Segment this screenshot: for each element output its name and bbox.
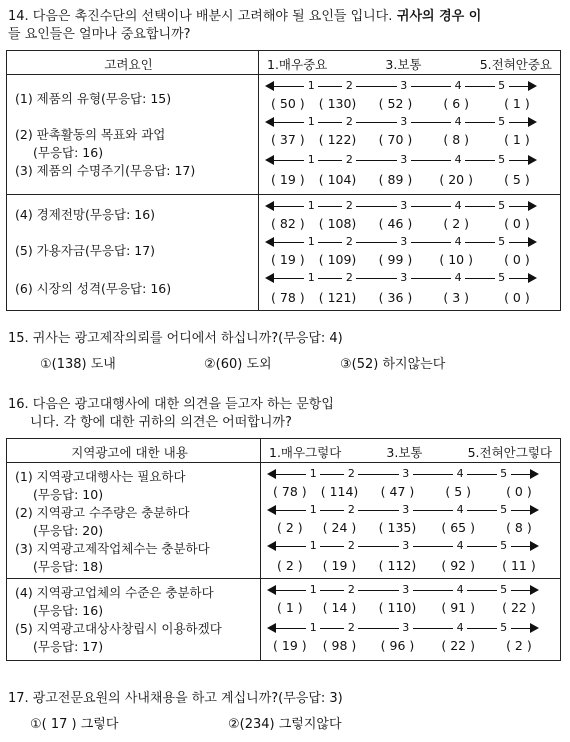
q16-item-5-scale-point-2: 2 xyxy=(344,621,358,635)
q14-title-line2: 들 요인들은 얼마나 중요합니까? xyxy=(8,27,191,42)
q14-item-3-counts-value-3: ( 89 ) xyxy=(378,172,413,187)
q14-item-4-scale-point-5: 5 xyxy=(495,199,509,213)
q14-item-6-counts-value-4: ( 3 ) xyxy=(443,290,470,305)
q14-item-5-scale-right-arrow-icon xyxy=(528,237,537,247)
q15-choice-1: ①(138) 도내 xyxy=(40,357,116,372)
q14-item-2-counts-value-1: ( 37 ) xyxy=(271,132,305,147)
q16-group-2-scales xyxy=(261,579,561,661)
q16-item-3-counts-value-5: ( 11 ) xyxy=(502,558,536,573)
q16-item-3-scale-left-arrow-icon xyxy=(267,541,276,551)
q16-item-3-sub: (무응답: 18) xyxy=(33,559,104,574)
q16-item-1-counts-value-1: ( 78 ) xyxy=(273,484,307,499)
q16-item-2-counts xyxy=(265,519,541,537)
q14-item-1-counts-value-2: ( 130) xyxy=(318,96,357,111)
q17-choice-2: ②(234) 그렇지않다 xyxy=(228,717,342,732)
q16-item-5-scale-point-5: 5 xyxy=(497,621,511,635)
q16-item-3-scale xyxy=(267,539,539,555)
q16-item-1-counts-value-2: ( 114) xyxy=(320,484,359,499)
q17-title: 17. 광고전문요원의 사내채용을 하고 계십니까?(무응답: 3) xyxy=(8,691,343,706)
q16-item-3-scale-point-2: 2 xyxy=(344,539,358,553)
q16-item-2-scale-right-arrow-icon xyxy=(530,505,539,515)
q14-item-6-label: (6) 시장의 성격(무응답: 16) xyxy=(15,281,172,296)
q14-group-2-scales xyxy=(259,195,561,311)
q14-item-6-scale-point-1: 1 xyxy=(304,271,318,285)
q14-item-5-scale-point-1: 1 xyxy=(304,235,318,249)
q16-item-1-label: (1) 지역광고대행사는 필요하다 xyxy=(15,469,186,484)
q14-item-3-scale xyxy=(265,153,537,169)
q14-group-2 xyxy=(7,195,561,311)
q14-item-5-scale-point-5: 5 xyxy=(495,235,509,249)
q14-item-2-scale-left-arrow-icon xyxy=(265,117,274,127)
q16-item-2-counts-value-2: ( 24 ) xyxy=(322,520,357,535)
q16-item-4-scale-point-3: 3 xyxy=(399,583,413,597)
q14-item-2-scale-point-5: 5 xyxy=(495,115,509,129)
q14-item-1-scale-point-2: 2 xyxy=(342,79,356,93)
q14-col-left: 고려요인 xyxy=(7,51,259,75)
q14-item-2-label: (2) 판촉활동의 목표와 과업 xyxy=(15,127,166,142)
q14-item-5-scale-left-arrow-icon xyxy=(265,237,274,247)
q16-item-2-counts-value-4: ( 65 ) xyxy=(441,520,475,535)
q14-title-bold: 귀사의 경우 이 xyxy=(392,9,482,24)
q16-item-4-sub: (무응답: 16) xyxy=(33,603,104,618)
q14-item-6-counts-value-2: ( 121) xyxy=(318,290,357,305)
q16-item-5-counts-value-4: ( 22 ) xyxy=(441,638,475,653)
q14-item-6-scale-point-3: 3 xyxy=(397,271,411,285)
q16-item-4-scale-point-1: 1 xyxy=(306,583,320,597)
q16-item-3-counts-value-1: ( 2 ) xyxy=(277,558,303,573)
q16-group-2 xyxy=(7,579,561,661)
q16-item-5-scale xyxy=(267,621,539,637)
q14-item-4-scale-left-arrow-icon xyxy=(265,201,274,211)
q16-item-2-scale-point-1: 1 xyxy=(306,503,320,517)
q14-table xyxy=(6,50,561,311)
q16-item-3-scale-point-5: 5 xyxy=(497,539,511,553)
q16-item-1-scale-point-3: 3 xyxy=(399,467,413,481)
q14-item-4-counts-value-1: ( 82 ) xyxy=(271,216,305,231)
q14-item-1-scale-point-1: 1 xyxy=(304,79,318,93)
q14-header-row xyxy=(7,51,561,75)
q14-item-3-counts-value-5: ( 5 ) xyxy=(504,172,530,187)
q14-item-1-counts-value-3: ( 52 ) xyxy=(378,96,413,111)
q16-item-4-label: (4) 지역광고업체의 수준은 충분하다 xyxy=(15,585,214,600)
q14-item-1-scale-point-4: 4 xyxy=(451,79,465,93)
q16-title-line1: 16. 다음은 광고대행사에 대한 의견을 듣고자 하는 문항입 xyxy=(8,397,334,412)
q16-item-3-counts xyxy=(265,557,541,575)
q14-item-2-scale-right-arrow-icon xyxy=(528,117,537,127)
q14-col-right-b: 3.보통 xyxy=(385,57,422,72)
q14-item-2-sub: (무응답: 16) xyxy=(33,145,104,160)
q14-item-2-scale xyxy=(265,115,537,131)
q14-item-5-scale-point-3: 3 xyxy=(397,235,411,249)
q16-col-right-b: 3.보통 xyxy=(386,445,423,460)
q16-group-1 xyxy=(7,463,561,579)
q14-item-1-scale-right-arrow-icon xyxy=(528,81,537,91)
q15-title: 15. 귀사는 광고제작의뢰를 어디에서 하십니까?(무응답: 4) xyxy=(8,331,343,346)
q14-item-3-counts-value-1: ( 19 ) xyxy=(271,172,305,187)
q14-item-2-counts-value-3: ( 70 ) xyxy=(378,132,413,147)
q16-header-row xyxy=(7,439,561,463)
q16-item-4-scale-right-arrow-icon xyxy=(530,585,539,595)
q16-group-1-labels xyxy=(7,463,261,579)
q16-item-4-counts xyxy=(265,599,541,617)
q14-item-2-scale-point-4: 4 xyxy=(451,115,465,129)
q16-item-4-scale-point-5: 5 xyxy=(497,583,511,597)
q16-item-5-sub: (무응답: 17) xyxy=(33,639,104,654)
q16-item-5-counts-value-1: ( 19 ) xyxy=(273,638,307,653)
q16-col-left: 지역광고에 대한 내용 xyxy=(7,439,261,463)
q16-item-5-label: (5) 지역광고대상사창립시 이용하겠다 xyxy=(15,621,222,636)
q14-item-3-scale-right-arrow-icon xyxy=(528,155,537,165)
q16-item-4-scale-left-arrow-icon xyxy=(267,585,276,595)
q14-item-6-scale xyxy=(265,271,537,287)
q14-item-3-scale-point-1: 1 xyxy=(304,153,318,167)
q14-item-1-scale xyxy=(265,79,537,95)
q16-table xyxy=(6,438,561,661)
q16-item-3-counts-value-2: ( 19 ) xyxy=(322,558,357,573)
q16-item-1-scale-left-arrow-icon xyxy=(267,469,276,479)
q16-item-2-scale-point-2: 2 xyxy=(344,503,358,517)
q16-item-3-scale-point-4: 4 xyxy=(453,539,467,553)
q16-item-1-scale-point-5: 5 xyxy=(497,467,511,481)
q16-item-3-counts-value-4: ( 92 ) xyxy=(441,558,475,573)
q14-item-4-scale-point-3: 3 xyxy=(397,199,411,213)
q16-item-5-counts xyxy=(265,637,541,655)
q14-item-6-scale-point-4: 4 xyxy=(451,271,465,285)
q14-item-3-counts xyxy=(263,171,539,189)
q14-col-right-a: 1.매우중요 xyxy=(267,57,328,72)
q14-item-1-label: (1) 제품의 유형(무응답: 15) xyxy=(15,91,172,106)
q14-item-4-scale-point-2: 2 xyxy=(342,199,356,213)
q14-item-6-scale-right-arrow-icon xyxy=(528,273,537,283)
q14-item-2-scale-point-1: 1 xyxy=(304,115,318,129)
q14-item-2-counts-value-5: ( 1 ) xyxy=(504,132,530,147)
q16-item-1-scale xyxy=(267,467,539,483)
q16-item-2-counts-value-3: ( 135) xyxy=(378,520,417,535)
q14-item-2-counts-value-4: ( 8 ) xyxy=(443,132,470,147)
q14-item-5-scale xyxy=(265,235,537,251)
q16-item-4-scale-point-4: 4 xyxy=(453,583,467,597)
q14-item-3-scale-point-2: 2 xyxy=(342,153,356,167)
q14-item-2-counts xyxy=(263,131,539,149)
q14-item-1-scale-point-5: 5 xyxy=(495,79,509,93)
q14-item-4-counts-value-4: ( 2 ) xyxy=(443,216,470,231)
q14-item-3-scale-point-3: 3 xyxy=(397,153,411,167)
q16-item-5-counts-value-2: ( 98 ) xyxy=(322,638,357,653)
q14-item-5-label: (5) 가용자금(무응답: 17) xyxy=(15,243,156,258)
q14-item-4-label: (4) 경제전망(무응답: 16) xyxy=(15,207,156,222)
q14-item-4-scale-right-arrow-icon xyxy=(528,201,537,211)
q14-item-3-scale-point-4: 4 xyxy=(451,153,465,167)
q16-col-right-a: 1.매우그렇다 xyxy=(269,445,342,460)
q16-title-line2: 니다. 각 항에 대한 귀하의 의견은 어떠합니까? xyxy=(30,415,292,430)
q14-item-1-counts-value-5: ( 1 ) xyxy=(504,96,530,111)
q14-title-text: 14. 다음은 촉진수단의 선택이나 배분시 고려해야 될 요인들 입니다. xyxy=(8,9,393,24)
q14-item-6-scale-point-2: 2 xyxy=(342,271,356,285)
q16-item-5-counts-value-5: ( 2 ) xyxy=(506,638,532,653)
q14-item-6-scale-point-5: 5 xyxy=(495,271,509,285)
q16-item-2-label: (2) 지역광고 수주량은 충분하다 xyxy=(15,505,190,520)
q14-item-5-counts-value-4: ( 10 ) xyxy=(439,252,473,267)
q16-item-2-counts-value-1: ( 2 ) xyxy=(277,520,303,535)
q14-item-2-counts-value-2: ( 122) xyxy=(318,132,357,147)
q14-item-4-counts-value-3: ( 46 ) xyxy=(378,216,413,231)
q14-item-2-scale-point-3: 3 xyxy=(397,115,411,129)
q14-group-1-labels xyxy=(7,75,259,195)
q16-item-5-scale-point-3: 3 xyxy=(399,621,413,635)
q16-item-1-counts-value-3: ( 47 ) xyxy=(380,484,415,499)
q15-choice-3: ③(52) 하지않는다 xyxy=(340,357,446,372)
q14-item-6-counts-value-3: ( 36 ) xyxy=(378,290,413,305)
q14-item-3-counts-value-2: ( 104) xyxy=(318,172,357,187)
q14-col-right-c: 5.전혀안중요 xyxy=(479,57,552,72)
q17-choice-1: ①( 17 ) 그렇다 xyxy=(30,717,119,732)
q14-title-line1 xyxy=(8,8,481,26)
q16-item-3-counts-value-3: ( 112) xyxy=(378,558,417,573)
q14-item-1-scale-left-arrow-icon xyxy=(265,81,274,91)
q14-item-3-scale-left-arrow-icon xyxy=(265,155,274,165)
q14-item-6-counts-value-1: ( 78 ) xyxy=(271,290,305,305)
q14-item-3-counts-value-4: ( 20 ) xyxy=(439,172,473,187)
q16-item-2-scale-point-4: 4 xyxy=(453,503,467,517)
q16-item-1-counts-value-4: ( 5 ) xyxy=(445,484,472,499)
q16-item-5-counts-value-3: ( 96 ) xyxy=(380,638,415,653)
q16-item-1-scale-point-2: 2 xyxy=(344,467,358,481)
q14-group-1-scales xyxy=(259,75,561,195)
q16-col-right xyxy=(261,439,561,463)
q14-item-5-counts-value-5: ( 0 ) xyxy=(504,252,530,267)
q16-item-1-counts xyxy=(265,483,541,501)
q14-item-1-scale-point-3: 3 xyxy=(397,79,411,93)
q14-item-3-scale-point-5: 5 xyxy=(495,153,509,167)
q16-item-4-scale-point-2: 2 xyxy=(344,583,358,597)
q16-item-2-scale xyxy=(267,503,539,519)
q16-col-right-c: 5.전혀안그렇다 xyxy=(467,445,552,460)
q16-item-2-counts-value-5: ( 8 ) xyxy=(506,520,532,535)
q16-item-2-sub: (무응답: 20) xyxy=(33,523,104,538)
q16-item-3-scale-point-1: 1 xyxy=(306,539,320,553)
q14-item-5-counts-value-1: ( 19 ) xyxy=(271,252,305,267)
q14-item-5-scale-point-4: 4 xyxy=(451,235,465,249)
q16-item-4-counts-value-1: ( 1 ) xyxy=(277,600,303,615)
q16-item-5-scale-point-1: 1 xyxy=(306,621,320,635)
q16-item-1-counts-value-5: ( 0 ) xyxy=(506,484,532,499)
q14-item-1-counts xyxy=(263,95,539,113)
q14-item-4-counts xyxy=(263,215,539,233)
q16-item-5-scale-left-arrow-icon xyxy=(267,623,276,633)
q16-item-1-sub: (무응답: 10) xyxy=(33,487,104,502)
q16-item-3-scale-right-arrow-icon xyxy=(530,541,539,551)
q14-item-5-scale-point-2: 2 xyxy=(342,235,356,249)
q16-item-3-scale-point-3: 3 xyxy=(399,539,413,553)
q14-item-4-scale-point-4: 4 xyxy=(451,199,465,213)
q14-item-4-counts-value-2: ( 108) xyxy=(318,216,357,231)
q14-item-6-counts xyxy=(263,289,539,307)
q16-item-4-counts-value-2: ( 14 ) xyxy=(322,600,357,615)
q14-item-3-label: (3) 제품의 수명주기(무응답: 17) xyxy=(15,163,196,178)
q16-item-5-scale-right-arrow-icon xyxy=(530,623,539,633)
q16-item-4-counts-value-3: ( 110) xyxy=(378,600,417,615)
q14-item-4-scale xyxy=(265,199,537,215)
q14-col-right xyxy=(259,51,561,75)
q14-item-6-scale-left-arrow-icon xyxy=(265,273,274,283)
q14-item-5-counts xyxy=(263,251,539,269)
q14-item-4-scale-point-1: 1 xyxy=(304,199,318,213)
q16-item-2-scale-point-3: 3 xyxy=(399,503,413,517)
q14-item-1-counts-value-1: ( 50 ) xyxy=(271,96,305,111)
q14-group-2-labels xyxy=(7,195,259,311)
q16-item-2-scale-point-5: 5 xyxy=(497,503,511,517)
q16-item-1-scale-point-4: 4 xyxy=(453,467,467,481)
q16-item-4-scale xyxy=(267,583,539,599)
q14-item-5-counts-value-2: ( 109) xyxy=(318,252,357,267)
q16-item-2-scale-left-arrow-icon xyxy=(267,505,276,515)
q14-group-1 xyxy=(7,75,561,195)
q16-item-1-scale-point-1: 1 xyxy=(306,467,320,481)
q15-choice-2: ②(60) 도외 xyxy=(204,357,272,372)
q16-group-2-labels xyxy=(7,579,261,661)
q16-item-3-label: (3) 지역광고제작업체수는 충분하다 xyxy=(15,541,210,556)
q14-item-6-counts-value-5: ( 0 ) xyxy=(504,290,530,305)
q16-item-5-scale-point-4: 4 xyxy=(453,621,467,635)
q14-item-4-counts-value-5: ( 0 ) xyxy=(504,216,530,231)
q14-item-2-scale-point-2: 2 xyxy=(342,115,356,129)
q16-item-1-scale-right-arrow-icon xyxy=(530,469,539,479)
q16-item-4-counts-value-4: ( 91 ) xyxy=(441,600,475,615)
q16-item-4-counts-value-5: ( 22 ) xyxy=(502,600,536,615)
q14-item-1-counts-value-4: ( 6 ) xyxy=(443,96,470,111)
q16-group-1-scales xyxy=(261,463,561,579)
q14-item-5-counts-value-3: ( 99 ) xyxy=(378,252,413,267)
